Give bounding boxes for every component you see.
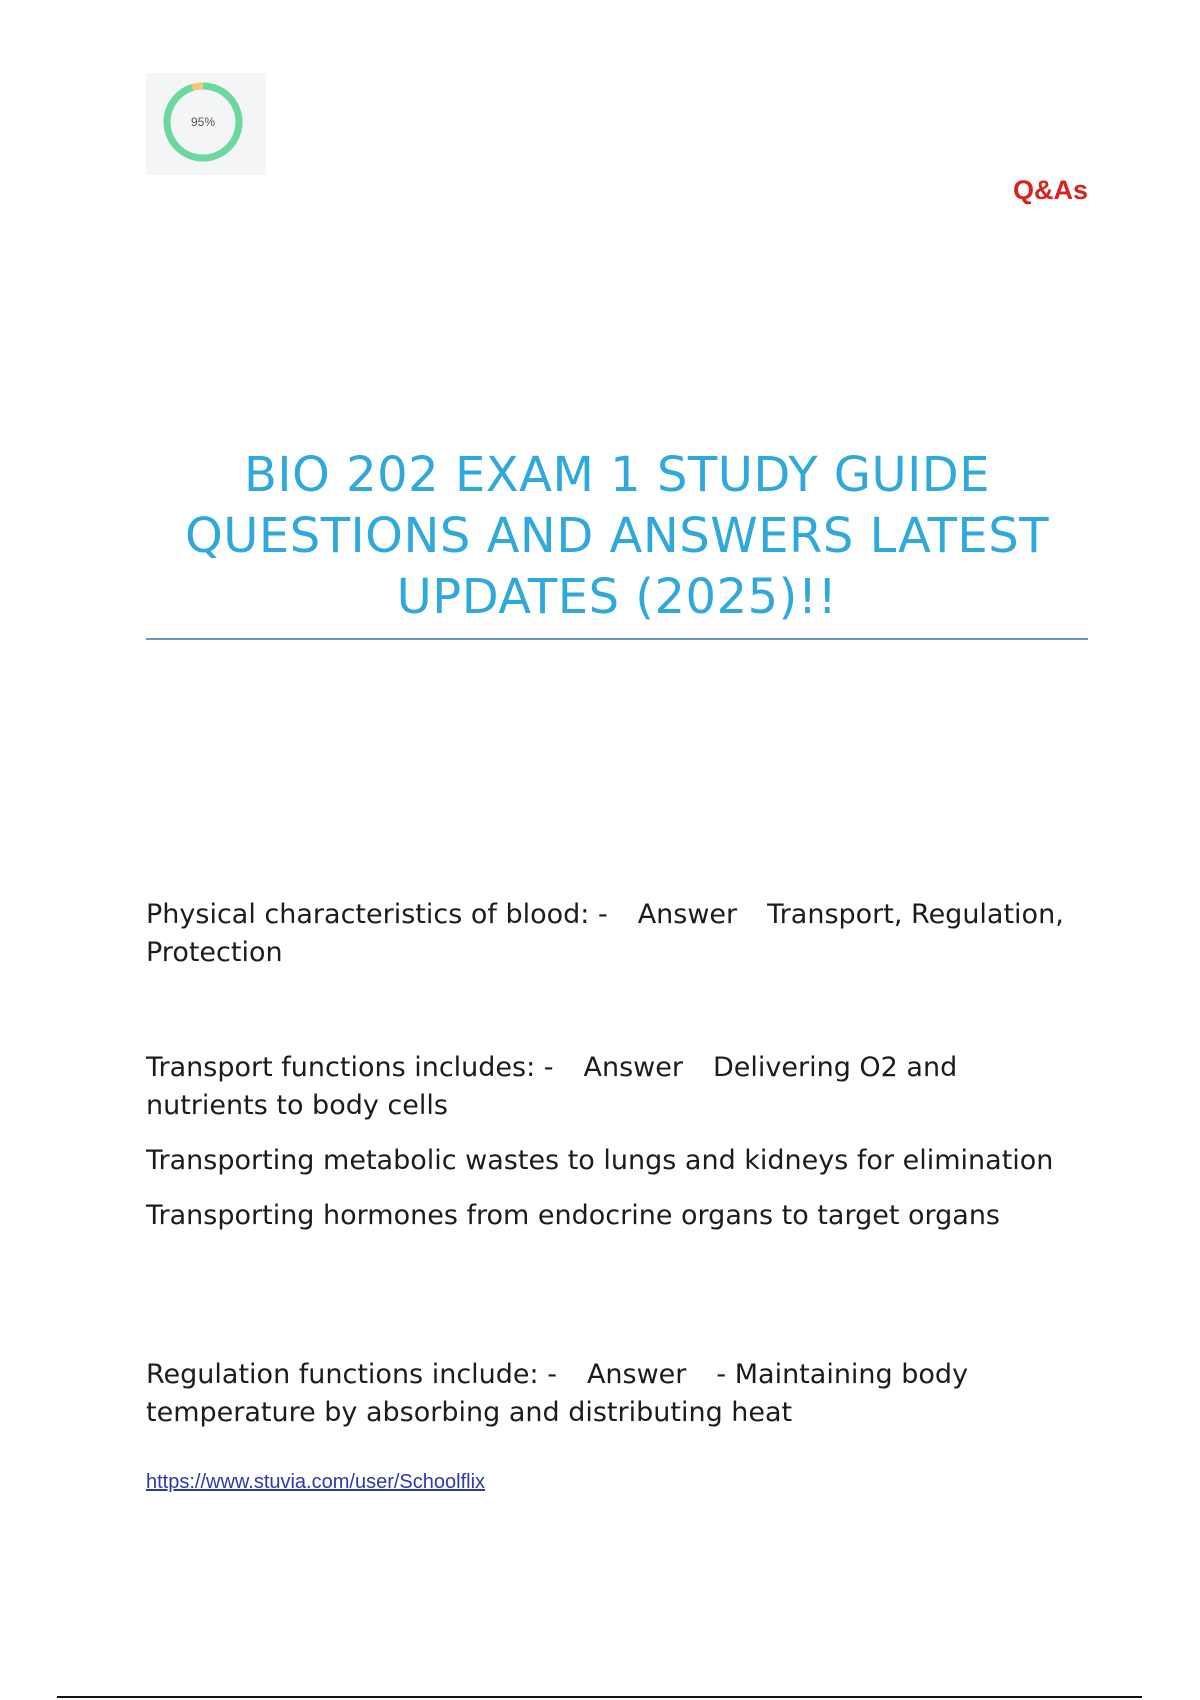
answer-label: Answer — [637, 899, 738, 930]
answer-text: - Maintaining body temperature by absorbing and distributing heat — [146, 1359, 969, 1428]
qa-item-3 — [146, 1356, 1086, 1449]
title-divider — [146, 638, 1088, 640]
answer-label: Answer — [583, 1052, 683, 1083]
answer-label: Answer — [586, 1359, 687, 1390]
question-text: Transport functions includes: - — [146, 1052, 554, 1083]
answer-extra-1: Transporting metabolic wastes to lungs and kidneys for elimination — [146, 1145, 1054, 1176]
footer-divider — [57, 1696, 1142, 1698]
answer-extra-2: Transporting hormones from endocrine organs to target organs — [146, 1200, 1000, 1231]
question-text: Physical characteristics of blood: - — [146, 899, 608, 930]
score-label: 95% — [190, 115, 216, 129]
document-title: BIO 202 EXAM 1 STUDY GUIDE QUESTIONS AND ANSWERS LATEST UPDATES (2025)!! — [184, 447, 1050, 625]
score-badge — [146, 73, 266, 175]
question-text: Regulation functions include: - — [146, 1359, 557, 1390]
source-link[interactable]: https://www.stuvia.com/user/Schoolflix — [146, 1471, 486, 1493]
qa-tag: Q&As — [1012, 175, 1088, 205]
qa-item-2 — [146, 1049, 1086, 1252]
answer-text: Transport, Regulation, Protection — [146, 899, 1064, 968]
score-ring-icon — [146, 73, 266, 175]
qa-item-2-text — [146, 1049, 1086, 1125]
qa-item-3-text — [146, 1356, 1086, 1432]
qa-item-1-text — [146, 896, 1086, 972]
qa-item-1 — [146, 896, 1086, 989]
answer-text: Delivering O2 and nutrients to body cells — [146, 1052, 958, 1121]
